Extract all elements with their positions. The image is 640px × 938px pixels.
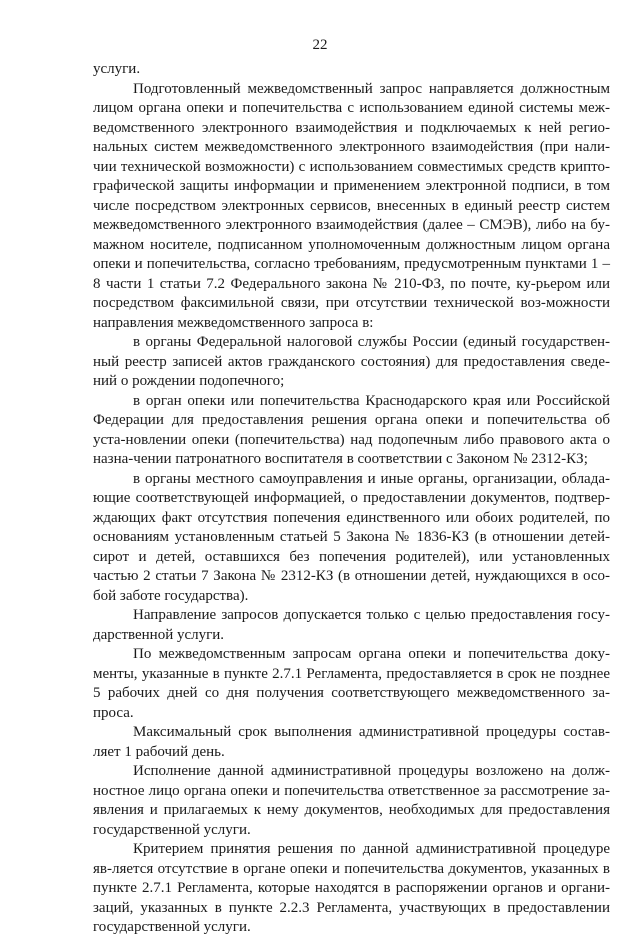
paragraph-continuation: услуги. xyxy=(93,61,141,77)
paragraph-responsible-official: Исполнение данной административной процедуры возложено на долж-ностное лицо органа опеки и попечительства ответственное за рассмотрение за-явления и прилагаемых к нему документов, необходимых для предоставления государственной услуги. xyxy=(93,763,610,838)
paragraph-interagency-request: Подготовленный межведомственный запрос направляется должностным лицом органа опеки и попечительства с использованием единой системы меж-ведомственного электронного взаимодействия и подключаемых к ней регио-нальных систем межведомственного электронного взаимодействия (при нали-чии технической возможности) с использованием совместимых средств крипто-графической защиты информации и применением электронной подписи, в том числе посредством электронных сервисов, внесенных в единый реестр систем межведомственного электронного взаимодействия (далее – СМЭВ), либо на бу-мажном носителе, подписанном уполномоченным должностным лицом органа опеки и попечительства, согласно требованиям, предусмотренным пунктами 1 – 8 части 1 статьи 7.2 Федерального закона № 210-ФЗ, по почте, ку-рьером или посредством факсимильной связи, при отсутствии технической воз-можности направления межведомственного запроса в: xyxy=(93,80,610,331)
paragraph-response-deadline: По межведомственным запросам органа опеки и попечительства доку-менты, указанные в пункте 2.7.1 Регламента, предоставляется в срок не позднее 5 рабочих дней со дня получения соответствующего межведомственного за-проса. xyxy=(93,646,610,721)
paragraph-guardianship-body: в орган опеки или попечительства Краснодарского края или Российской Федерации для предоставления решения органа опеки и попечительства об уста-новлении опеки (попечительства) над подопечным либо правового акта о назна-чении патронатного воспитателя в соответствии с Законом № 2312-КЗ; xyxy=(93,392,610,467)
paragraph-request-purpose: Направление запросов допускается только с целью предоставления госу-дарственной услуги. xyxy=(93,607,610,643)
paragraph-local-government: в органы местного самоуправления и иные органы, организации, облада-ющие соответствующей информацией, о предоставлении документов, подтвер-ждающих факт отсутствия попечения единственного или обоих родителей, по основаниям установленным статьей 5 Закона № 1836-КЗ (в отношении детей-сирот и детей, оставшихся без попечения родителей), или установленных частью 2 статьи 7 Закона № 2312-КЗ (в отношении детей, нуждающихся в осо-бой заботе государства). xyxy=(93,470,610,604)
paragraph-max-duration: Максимальный срок выполнения административной процедуры состав-ляет 1 рабочий день. xyxy=(93,724,610,760)
body-text xyxy=(93,60,610,938)
paragraph-decision-criterion: Критерием принятия решения по данной административной процедуре яв-ляется отсутствие в органе опеки и попечительства документов, указанных в пункте 2.7.1 Регламента, которые находятся в распоряжении органов и органи-заций, указанных в пункте 2.2.3 Регламента, участвующих в предоставлении государственной услуги. xyxy=(93,841,610,935)
paragraph-tax-service: в органы Федеральной налоговой службы России (единый государствен-ный реестр записей актов гражданского состояния) для предоставления сведе-ний о рождении подопечного; xyxy=(93,334,610,389)
page-number: 22 xyxy=(312,37,328,53)
